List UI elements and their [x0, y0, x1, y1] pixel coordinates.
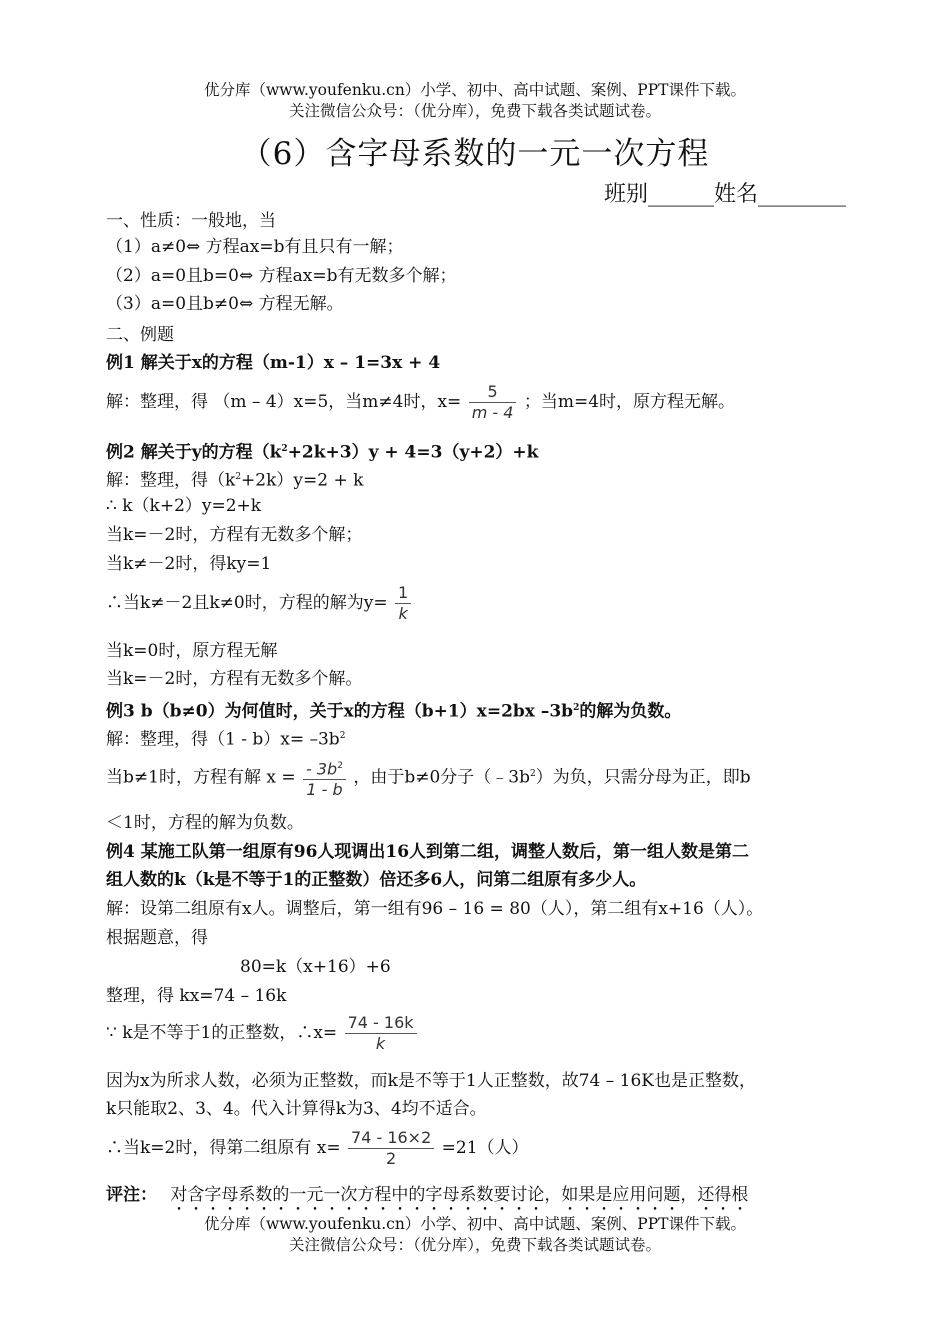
example4-line5-pre: ∵ k是不等于1的正整数，∴x=: [106, 1023, 338, 1043]
example4-line1: 解：设第二组原有x人。调整后，第一组有96 – 16 = 80（人），第二组有x+16（人）。: [106, 899, 764, 919]
example4-fraction-1: [345, 1013, 417, 1054]
example4-line6: 因为x为所求人数，必须为正整数，而k是不等于1人正整数，故74 – 16K也是正整数，: [106, 1071, 756, 1091]
example3-title: [106, 697, 681, 723]
example1-solution: [106, 382, 735, 423]
example3-title-a: 例3 b（b≠0）为何值时，关于x的方程（b+1）x=2bx –3b: [106, 701, 574, 722]
example3-line1-a: 解：整理，得（1 - b）x= –3b: [106, 729, 340, 750]
example1-title: 例1 解关于x的方程（m-1）x – 1=3x + 4: [106, 353, 441, 373]
example2-title: [106, 438, 538, 464]
example3-line1: [106, 725, 345, 751]
example2-title-sup: 2: [281, 444, 288, 454]
example2-line1-b: +2k）y=2 + k: [241, 470, 364, 491]
example4-line8-pre: ∴当k=2时，得第二组原有 x=: [106, 1138, 341, 1158]
example2-line3: 当k=－2时，方程有无数多个解；: [106, 525, 363, 545]
example2-title-a: 例2 解关于y的方程（k: [106, 442, 282, 463]
note-text: 对含字母系数的一元一次方程中的字母系数要讨论，如果是应用问题，还得根: [170, 1185, 749, 1205]
example4-fraction-1-num: 74 - 16k: [345, 1013, 417, 1034]
example4-line8: [106, 1128, 529, 1169]
example2-line6: 当k=0时，原方程无解: [106, 641, 278, 661]
class-name-line: 班别______姓名________: [603, 182, 846, 207]
example4-line8-post: =21（人）: [441, 1138, 529, 1158]
example4-title-line2: 组人数的k（k是不等于1的正整数）倍还多6人，问第二组原有多少人。: [106, 870, 647, 890]
example4-line5: [106, 1013, 419, 1054]
example3-line3: ＜1时，方程的解为负数。: [106, 813, 304, 833]
example2-fraction-den: k: [398, 604, 408, 623]
footer-line-2: 关注微信公众号：（优分库），免费下载各类试题试卷。: [288, 1236, 661, 1254]
example3-fraction-num-text: - 3b: [306, 759, 338, 779]
example4-title-line1: 例4 某施工队第一组原有96人现调出16人到第二组，调整人数后，第一组人数是第二: [106, 842, 750, 862]
example2-line5: [106, 583, 413, 624]
page-title: （6）含字母系数的一元一次方程: [240, 136, 710, 172]
note-label: 评注：: [106, 1185, 157, 1205]
example4-equation: 80=k（x+16）+6: [240, 957, 391, 977]
example2-fraction-num: 1: [395, 583, 411, 604]
header-line-1: 优分库（www.youfenku.cn）小学、初中、高中试题、案例、PPT课件下载。: [203, 81, 747, 99]
example1-solution-pre: 解：整理，得 （m – 4）x=5，当m≠4时，x=: [106, 392, 462, 412]
example2-line1-sup: 2: [235, 472, 242, 482]
example4-line7: k只能取2、3、4。代入计算得k为3、4均不适合。: [106, 1099, 487, 1119]
example3-fraction-den: 1 - b: [306, 780, 343, 800]
example3-fraction: [303, 756, 346, 800]
example4-line2: 根据题意，得: [106, 928, 208, 948]
example2-line2: ∴ k（k+2）y=2+k: [106, 496, 262, 516]
example1-solution-post: ；当m=4时，原方程无解。: [523, 392, 736, 412]
property-item-2: （2）a=0且b=0⇔ 方程ax=b有无数多个解；: [106, 266, 457, 286]
example2-line7: 当k=－2时，方程有无数多个解。: [106, 669, 363, 689]
example3-line2: [106, 756, 751, 800]
footer-line-1: 优分库（www.youfenku.cn）小学、初中、高中试题、案例、PPT课件下载。: [203, 1215, 747, 1233]
example2-fraction: [395, 583, 411, 624]
example3-line2-post-sup: 2: [529, 769, 536, 780]
example2-line1: [106, 466, 363, 492]
section1-heading: 一、性质：一般地，当: [106, 211, 276, 231]
example4-line4: 整理，得 kx=74 – 16k: [106, 986, 287, 1006]
header-line-2: 关注微信公众号：（优分库），免费下载各类试题试卷。: [288, 102, 661, 120]
example3-line2-post-a: ，由于b≠0分子（﹣3b: [353, 767, 530, 788]
property-item-3: （3）a=0且b≠0⇔ 方程无解。: [106, 294, 344, 314]
example4-fraction-2: [348, 1128, 434, 1169]
example4-fraction-2-num: 74 - 16×2: [348, 1128, 434, 1149]
section2-heading: 二、例题: [106, 325, 174, 345]
example3-title-b: 的解为负数。: [579, 701, 682, 722]
example1-fraction: [469, 382, 517, 423]
example2-line5-pre: ∴当k≠－2且k≠0时，方程的解为y=: [106, 593, 388, 613]
property-item-1: （1）a≠0⇔ 方程ax=b有且只有一解；: [106, 237, 404, 257]
example1-fraction-num: 5: [469, 382, 517, 403]
example4-fraction-2-den: 2: [386, 1149, 397, 1168]
example4-fraction-1-den: k: [375, 1034, 386, 1053]
example3-fraction-num-sup: 2: [337, 761, 343, 771]
example3-line1-sup: 2: [339, 731, 346, 741]
example1-fraction-den: m - 4: [471, 403, 514, 422]
example2-line4: 当k≠－2时，得ky=1: [106, 554, 272, 574]
example3-line2-post-b: ）为负，只需分母为正，即b: [535, 767, 751, 788]
example3-title-sup: 2: [573, 703, 580, 713]
example2-line1-a: 解：整理，得（k: [106, 470, 236, 491]
example3-line2-pre: 当b≠1时，方程有解 x =: [106, 767, 296, 788]
example3-fraction-num: [303, 756, 346, 780]
note-line: [106, 1184, 748, 1215]
example2-title-b: +2k+3）y + 4=3（y+2）+k: [287, 442, 539, 463]
